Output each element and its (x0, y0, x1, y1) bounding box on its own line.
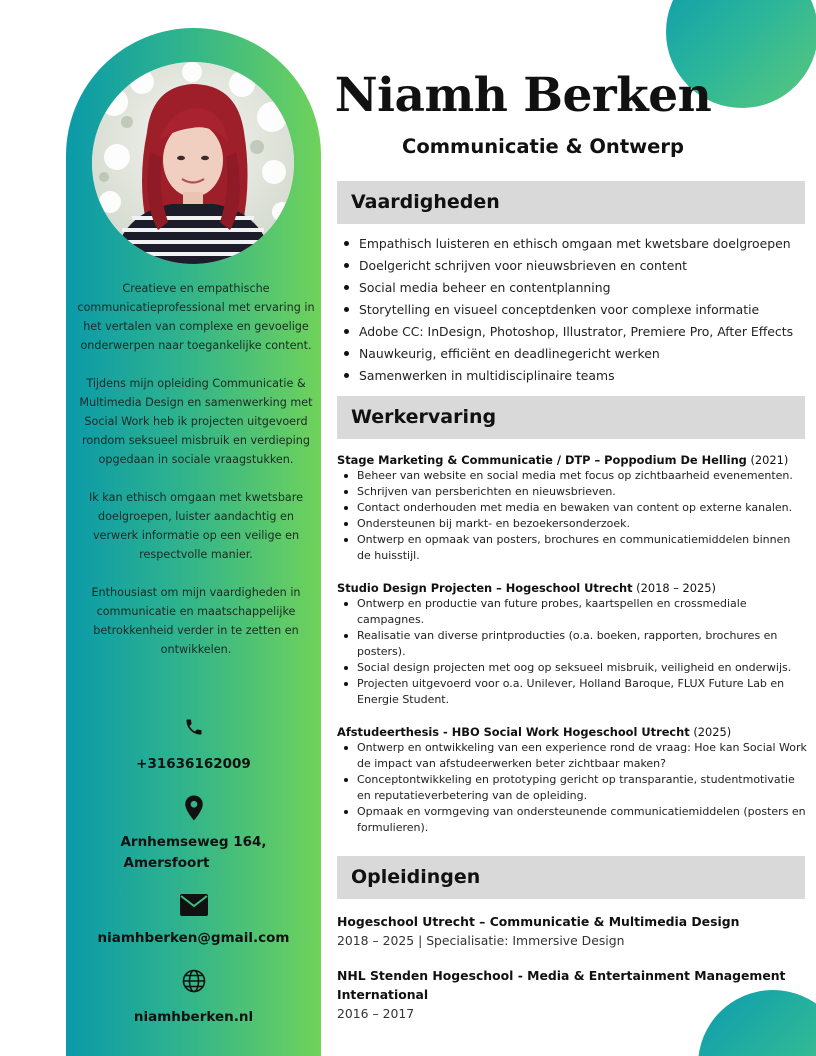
section-header-education: Opleidingen (337, 856, 805, 899)
intro-paragraph: Tijdens mijn opleiding Communicatie & Multimedia Design en samenwerking met Social Work heb ik projecten uitgevoerd rondom seksueel misbruik en verdieping opgedaan in sociale vraagstukken. (79, 377, 313, 466)
section-header-skills: Vaardigheden (337, 181, 805, 224)
job-entry (337, 580, 807, 708)
job-entry (337, 452, 807, 564)
skill-item: Samenwerken in multidisciplinaire teams (343, 365, 813, 387)
job-title: Stage Marketing & Communicatie / DTP – Poppodium De Helling (337, 453, 747, 467)
education-detail: 2018 – 2025 | Specialisatie: Immersive Design (337, 933, 625, 948)
person-name: Niamh Berken (334, 68, 712, 123)
phone-number[interactable]: +31636162009 (136, 756, 251, 772)
contact-email (66, 894, 321, 949)
job-bullet: Projecten uitgevoerd voor o.a. Unilever, Holland Baroque, FLUX Future Lab en Energie Student. (337, 676, 807, 708)
job-bullet: Social design projecten met oog op seksueel misbruik, veiligheid en onderwijs. (337, 660, 807, 676)
skill-item: Storytelling en visueel conceptdenken voor complexe informatie (343, 299, 813, 321)
job-title-line (337, 580, 807, 596)
job-bullet: Realisatie van diverse printproducties (o.a. boeken, rapporten, brochures en posters). (337, 628, 807, 660)
website-link[interactable]: niamhberken.nl (133, 1009, 254, 1025)
contact-website (66, 969, 321, 1028)
job-years: (2018 – 2025) (636, 581, 716, 595)
intro-paragraph: Ik kan ethisch omgaan met kwetsbare doelgroepen, luister aandachtig en verwerk informatie op een veilige en respectvolle manier. (88, 491, 304, 561)
job-bullet: Ontwerp en ontwikkeling van een experience rond de vraag: Hoe kan Social Work de impact van afstudeerwerken beter zichtbaar maken? (337, 740, 807, 772)
job-bullets (337, 468, 807, 564)
job-bullet: Ontwerp en opmaak van posters, brochures en communicatiemiddelen binnen de huisstijl. (337, 532, 807, 564)
skill-item: Nauwkeurig, efficiënt en deadlinegericht werken (343, 343, 813, 365)
job-years: (2021) (750, 453, 789, 467)
address-line-1: Arnhemseweg 164, (120, 834, 267, 850)
education-detail: 2016 – 2017 (337, 1006, 415, 1021)
contact-phone (66, 716, 321, 775)
job-title-line (337, 724, 807, 740)
job-bullet: Contact onderhouden met media en bewaken van content op externe kanalen. (337, 500, 807, 516)
job-bullet: Beheer van website en social media met focus op zichtbaarheid evenementen. (337, 468, 807, 484)
person-role: Communicatie & Ontwerp (402, 135, 684, 158)
job-bullet: Ontwerp en productie van future probes, kaartspellen en crossmediale campagnes. (337, 596, 807, 628)
intro-paragraph: Creatieve en empathische communicatieprofessional met ervaring in het vertalen van complexe en gevoelige onderwerpen naar toegankelijke content. (77, 282, 315, 352)
profile-photo (92, 62, 294, 264)
skills-list (343, 233, 813, 387)
contact-address (66, 795, 321, 874)
job-entry (337, 724, 807, 836)
intro-text (76, 279, 316, 678)
mail-icon (66, 894, 321, 920)
job-bullet: Ondersteunen bij markt- en bezoekersonderzoek. (337, 516, 807, 532)
job-bullet: Conceptontwikkeling en prototyping gericht op transparantie, studentmotivatie en reputatieverbetering van de opleiding. (337, 772, 807, 804)
email-address[interactable]: niamhberken@gmail.com (97, 930, 290, 946)
job-title-line (337, 452, 807, 468)
job-bullet: Opmaak en vormgeving van ondersteunende communicatiemiddelen (posters en formulieren). (337, 804, 807, 836)
skill-item: Doelgericht schrijven voor nieuwsbrieven en content (343, 255, 813, 277)
job-bullets (337, 740, 807, 836)
phone-icon (66, 716, 321, 742)
education-title: Hogeschool Utrecht – Communicatie & Multimedia Design (337, 914, 740, 929)
job-bullets (337, 596, 807, 708)
skill-item: Adobe CC: InDesign, Photoshop, Illustrator, Premiere Pro, After Effects (343, 321, 813, 343)
location-pin-icon (66, 795, 321, 825)
education-entry (337, 912, 805, 950)
job-title: Studio Design Projecten – Hogeschool Utrecht (337, 581, 633, 595)
skill-item: Social media beheer en contentplanning (343, 277, 813, 299)
section-header-experience: Werkervaring (337, 396, 805, 439)
job-title: Afstudeerthesis - HBO Social Work Hogeschool Utrecht (337, 725, 690, 739)
address-line-2: Amersfoort (123, 855, 210, 871)
education-title: NHL Stenden Hogeschool - Media & Entertainment Management International (337, 968, 786, 1002)
skill-item: Empathisch luisteren en ethisch omgaan met kwetsbare doelgroepen (343, 233, 813, 255)
intro-paragraph: Enthousiast om mijn vaardigheden in communicatie en maatschappelijke betrokkenheid verder in te zetten en ontwikkelen. (91, 586, 301, 656)
education-entry (337, 966, 805, 1023)
job-bullet: Schrijven van persberichten en nieuwsbrieven. (337, 484, 807, 500)
job-years: (2025) (693, 725, 732, 739)
globe-icon (66, 969, 321, 997)
